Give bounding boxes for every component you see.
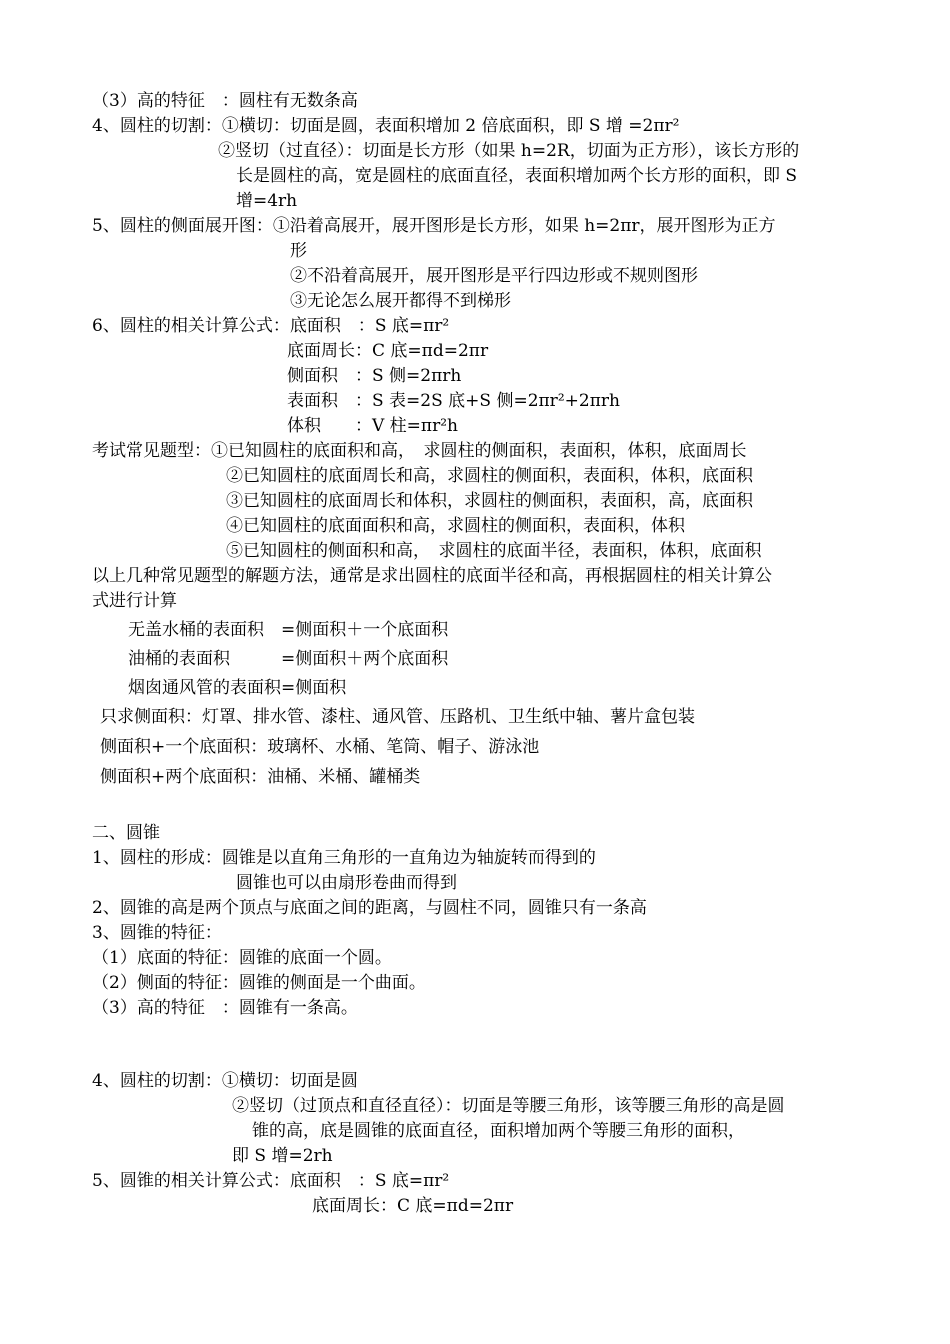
text-line: 考试常见题型：①已知圆柱的底面积和高， 求圆柱的侧面积，表面积，体积，底面周长 (92, 441, 747, 461)
text-line: 2、圆锥的高是两个顶点与底面之间的距离，与圆柱不同，圆锥只有一条高 (92, 898, 647, 918)
text-line: 以上几种常见题型的解题方法，通常是求出圆柱的底面半径和高，再根据圆柱的相关计算公 (92, 566, 772, 586)
text-line: 1、圆柱的形成：圆锥是以直角三角形的一直角边为轴旋转而得到的 (92, 848, 596, 868)
text-line: 油桶的表面积 =侧面积＋两个底面积 (128, 649, 449, 669)
text-line: （2）侧面的特征：圆锥的侧面是一个曲面。 (92, 973, 426, 993)
text-line: 烟囱通风管的表面积=侧面积 (128, 678, 347, 698)
text-line: 即 S 增=2rh (232, 1146, 333, 1166)
text-line: 锥的高，底是圆锥的底面直径，面积增加两个等腰三角形的面积， (252, 1121, 745, 1141)
text-line: 增=4rh (236, 191, 298, 211)
text-line: （1）底面的特征：圆锥的底面一个圆。 (92, 948, 392, 968)
text-line: ②竖切（过顶点和直径直径）：切面是等腰三角形，该等腰三角形的高是圆 (232, 1096, 785, 1116)
text-line: 4、圆柱的切割：①横切：切面是圆 (92, 1071, 358, 1091)
text-line: 圆锥也可以由扇形卷曲而得到 (236, 873, 457, 893)
text-line: 4、圆柱的切割：①横切：切面是圆，表面积增加 2 倍底面积，即 S 增 =2πr² (92, 116, 680, 136)
text-line: 3、圆锥的特征： (92, 923, 222, 943)
text-line: ④已知圆柱的底面面积和高，求圆柱的侧面积，表面积，体积 (226, 516, 685, 536)
text-line: ②不沿着高展开，展开图形是平行四边形或不规则图形 (290, 266, 698, 286)
text-line: ②已知圆柱的底面周长和高，求圆柱的侧面积，表面积，体积，底面积 (226, 466, 753, 486)
text-line: 底面周长：C 底=πd=2πr (287, 341, 489, 361)
text-line: 形 (290, 241, 307, 261)
text-line: 体积 ：V 柱=πr²h (287, 416, 458, 436)
text-line: 底面周长：C 底=πd=2πr (312, 1196, 514, 1216)
text-line: 6、圆柱的相关计算公式：底面积 ：S 底=πr² (92, 316, 450, 336)
text-line: ⑤已知圆柱的侧面积和高， 求圆柱的底面半径，表面积，体积，底面积 (226, 541, 762, 561)
text-line: （3）高的特征 ：圆锥有一条高。 (92, 998, 358, 1018)
text-line: 表面积 ：S 表=2S 底+S 侧=2πr²+2πrh (287, 391, 620, 411)
text-line: ③已知圆柱的底面周长和体积，求圆柱的侧面积，表面积，高，底面积 (226, 491, 753, 511)
text-line: ③无论怎么展开都得不到梯形 (290, 291, 511, 311)
text-line: 5、圆锥的相关计算公式：底面积 ：S 底=πr² (92, 1171, 450, 1191)
text-line: 侧面积+两个底面积：油桶、米桶、罐桶类 (100, 767, 421, 787)
text-line: 长是圆柱的高，宽是圆柱的底面直径，表面积增加两个长方形的面积，即 S (236, 166, 798, 186)
text-line: 无盖水桶的表面积 =侧面积＋一个底面积 (128, 620, 449, 640)
section-heading: 二、圆锥 (92, 823, 160, 843)
text-line: （3）高的特征 ：圆柱有无数条高 (92, 91, 358, 111)
text-line: 5、圆柱的侧面展开图：①沿着高展开，展开图形是长方形，如果 h=2πr，展开图形为正方 (92, 216, 776, 236)
text-line: 侧面积 ：S 侧=2πrh (287, 366, 462, 386)
text-line: 侧面积+一个底面积：玻璃杯、水桶、笔筒、帽子、游泳池 (100, 737, 540, 757)
text-line: 只求侧面积：灯罩、排水管、漆柱、通风管、压路机、卫生纸中轴、薯片盒包装 (100, 707, 695, 727)
text-line: 式进行计算 (92, 591, 177, 611)
text-line: ②竖切（过直径）：切面是长方形（如果 h=2R，切面为正方形），该长方形的 (218, 141, 800, 161)
